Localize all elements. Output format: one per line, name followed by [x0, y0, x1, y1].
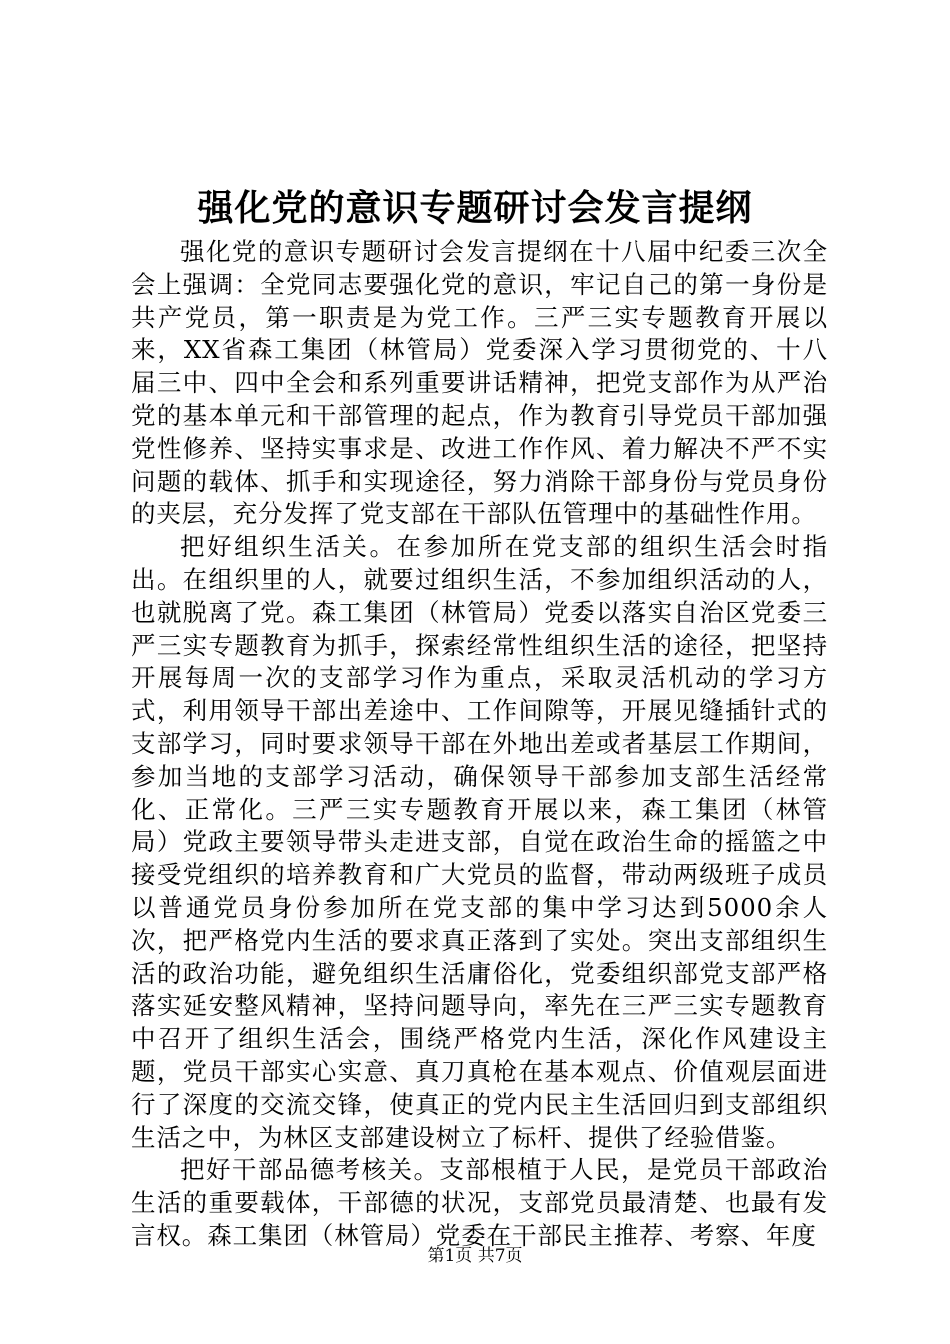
document-body	[131, 236, 828, 1253]
document-title: 强化党的意识专题研讨会发言提纲	[197, 187, 753, 229]
paragraph-cadre-evaluation: 把好干部品德考核关。支部根植于人民，是党员干部政治生活的重要载体，干部德的状况，支部党员最清楚、也最有发言权。森工集团（林管局）党委在干部民主推荐、考察、年度	[131, 1155, 828, 1250]
paragraph-organization-life: 把好组织生活关。在参加所在党支部的组织生活会时指出。在组织里的人，就要过组织生活，不参加组织活动的人，也就脱离了党。森工集团（林管局）党委以落实自治区党委三严三实专题教育为抓手，探索经常性组织生活的途径，把坚持开展每周一次的支部学习作为重点，采取灵活机动的学习方式，利用领导干部出差途中、工作间隙等，开展见缝插针式的支部学习，同时要求领导干部在外地出差或者基层工作期间，参加当地的支部学习活动，确保领导干部参加支部生活经常化、正常化。三严三实专题教育开展以来，森工集团（林管局）党政主要领导带头走进支部，自觉在政治生命的摇篮之中接受党组织的培养教育和广大党员的监督，带动两级班子成员以普通党员身份参加所在党支部的集中学习达到5000余人次，把严格党内生活的要求真正落到了实处。突出支部组织生活的政治功能，避免组织生活庸俗化，党委组织部党支部严格落实延安整风精神，坚持问题导向，率先在三严三实专题教育中召开了组织生活会，围绕严格党内生活，深化作风建设主题，党员干部实心实意、真刀真枪在基本观点、价值观层面进行了深度的交流交锋，使真正的党内民主生活回归到支部组织生活之中，为林区支部建设树立了标杆、提供了经验借鉴。	[131, 532, 828, 1152]
page-number-footer: 第1页 共7页	[427, 1246, 523, 1266]
paragraph-intro: 强化党的意识专题研讨会发言提纲在十八届中纪委三次全会上强调：全党同志要强化党的意识，牢记自己的第一身份是共产党员，第一职责是为党工作。三严三实专题教育开展以来，XX省森工集团（林管局）党委深入学习贯彻党的、十八届三中、四中全会和系列重要讲话精神，把党支部作为从严治党的基本单元和干部管理的起点，作为教育引导党员干部加强党性修养、坚持实事求是、改进工作作风、着力解决不严不实问题的载体、抓手和实现途径，努力消除干部身份与党员身份的夹层，充分发挥了党支部在干部队伍管理中的基础性作用。	[131, 237, 828, 529]
